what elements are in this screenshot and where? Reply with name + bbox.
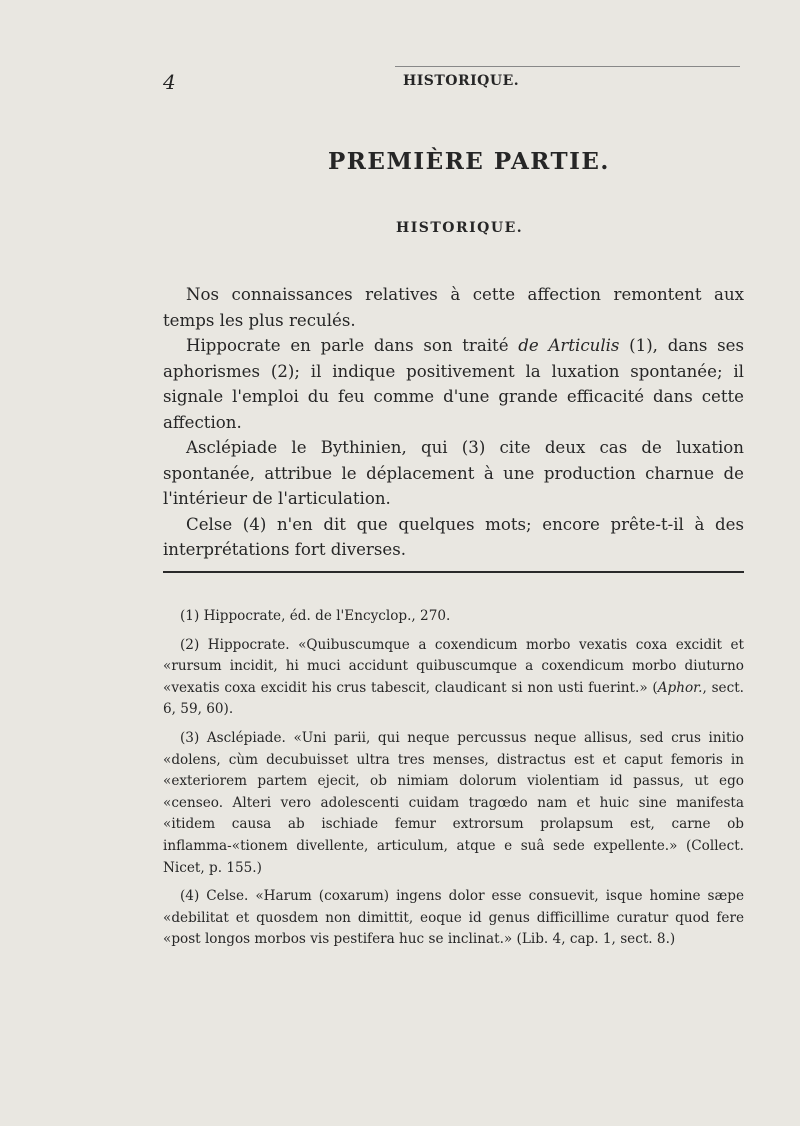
body-text xyxy=(163,282,744,563)
running-title: HISTORIQUE. xyxy=(403,73,520,89)
section-title: HISTORIQUE. xyxy=(396,220,524,236)
footnote-1: (1) Hippocrate, éd. de l'Encyclop., 270. xyxy=(180,608,451,624)
paragraph-2-text-start: Hippocrate en parle dans son traité xyxy=(186,336,519,355)
header-rule xyxy=(395,66,740,67)
footnote-2-text-end: , sect. 6, 59, 60). xyxy=(163,679,745,718)
footnote-3: (3) Asclépiade. «Uni parii, qui neque percussus neque allisus, sed crus initio «dolens, cùm decubuisset ultra tres menses, distractus est et caput femoris in «exteriorem partem ejecit, ob nimiam dolorum violentiam id passus, ut ego «censeo. Alteri vero adolescenti cuidam tragœdo nam et huic sine manifesta «itidem causa ab ischiade femur extrorsum prolapsum est, carne ob inflamma-«tionem divellente, articulum, atque e suâ sede expellente.» (Collect. Nicet, p. 155.) xyxy=(163,729,744,876)
paragraph-2-text-end: (1), dans ses aphorismes (2); il indique positivement la luxation spontanée; il signale l'emploi du feu comme d'une grande efficacité dans cette affection. xyxy=(163,336,744,432)
footnote-separator xyxy=(163,571,744,573)
footnote-4: (4) Celse. «Harum (coxarum) ingens dolor esse consuevit, isque homine sæpe «debilitat et quosdem non dimittit, eoque id genus difficillime curatur quod fere «post longos morbos vis pestifera huc se inclinat.» (Lib. 4, cap. 1, sect. 8.) xyxy=(163,888,744,948)
paragraph-2 xyxy=(163,333,744,435)
part-title: PREMIÈRE PARTIE. xyxy=(328,148,610,175)
footnote-2-text-start: (2) Hippocrate. «Quibuscumque a coxendicum morbo vexatis coxa excidit et «rursum incidit, hi muci accidunt quibuscumque a coxendicum morbo diuturno «vexatis coxa excidit his crus tabescit, claudicant si non usti fuerint.» ( xyxy=(163,636,744,696)
paragraph-1: Nos connaissances relatives à cette affection remontent aux temps les plus reculés. xyxy=(163,285,744,330)
footnote-2 xyxy=(163,635,744,721)
paragraph-3: Asclépiade le Bythinien, qui (3) cite deux cas de luxation spontanée, attribue le déplacement à une production charnue de l'intérieur de l'articulation. xyxy=(163,438,744,508)
paragraph-4: Celse (4) n'en dit que quelques mots; encore prête-t-il à des interprétations fort diverses. xyxy=(163,514,744,559)
footnote-2-reference: Aphor. xyxy=(657,679,703,696)
treatise-title: de Articulis xyxy=(518,336,620,355)
footnotes xyxy=(163,606,744,958)
page-number: 4 xyxy=(163,70,176,94)
